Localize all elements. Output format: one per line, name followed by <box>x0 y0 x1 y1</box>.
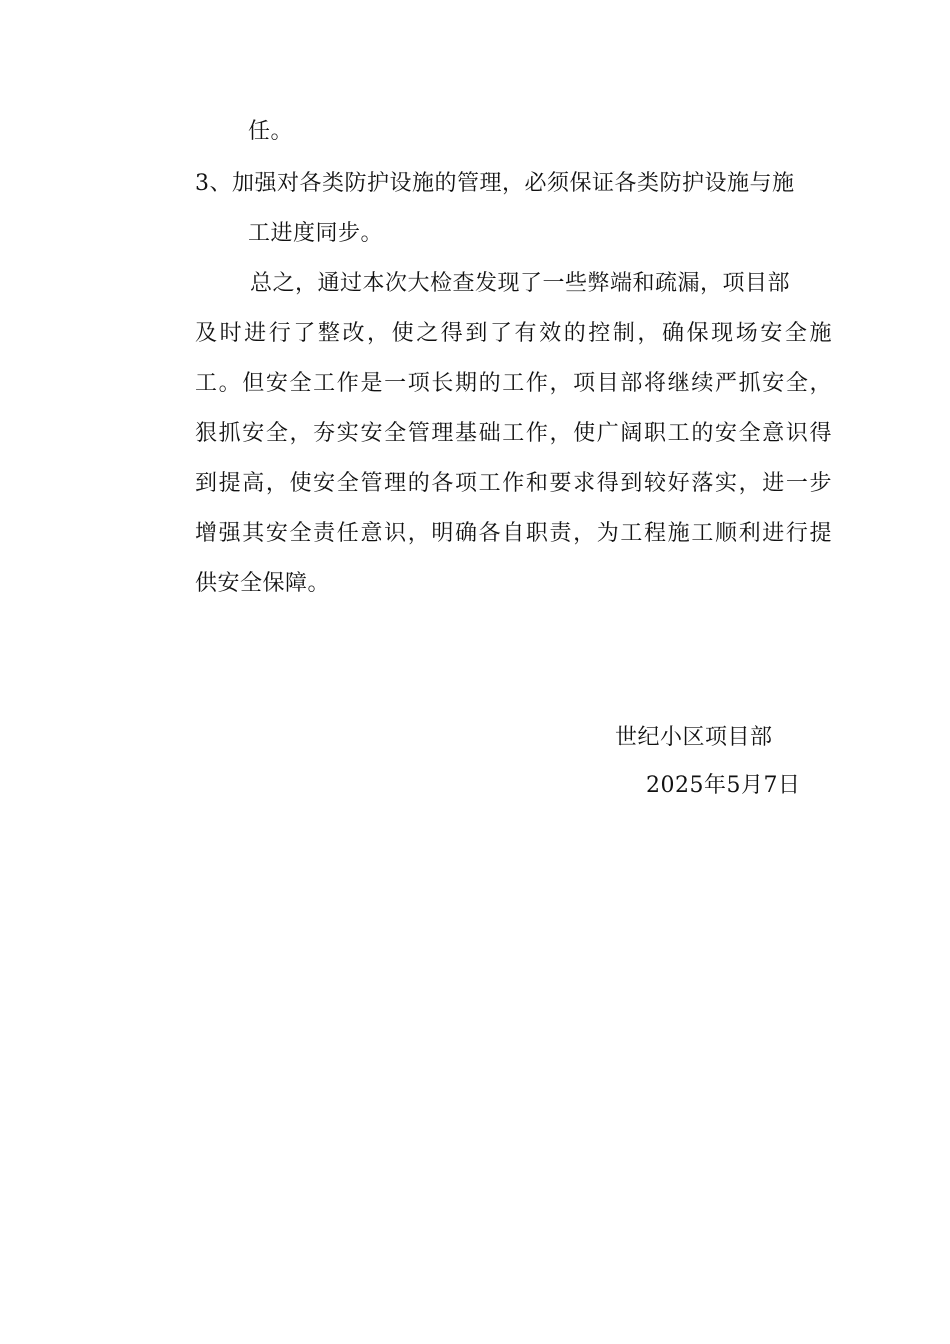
summary-paragraph-line: 供安全保障。 <box>195 571 331 596</box>
summary-paragraph-line: 到提高，使安全管理的各项工作和要求得到较好落实，进一步 <box>195 471 832 496</box>
list-item-3 <box>195 168 795 200</box>
signature-organization: 世纪小区项目部 <box>615 725 773 750</box>
continuation-line: 任。 <box>248 119 294 144</box>
signature-date: 2025年5月7日 <box>646 773 801 798</box>
list-item-3-line-1: 加强对各类防护设施的管理，必须保证各类防护设施与施 <box>232 171 795 196</box>
summary-paragraph-line: 增强其安全责任意识，明确各自职责，为工程施工顺利进行提 <box>195 521 832 546</box>
summary-paragraph-line: 工。但安全工作是一项长期的工作，项目部将继续严抓安全， <box>195 371 832 396</box>
summary-paragraph-line: 总之，通过本次大检查发现了一些弊端和疏漏，项目部 <box>250 271 791 296</box>
summary-paragraph-line: 狠抓安全，夯实安全管理基础工作，使广阔职工的安全意识得 <box>195 421 832 446</box>
list-item-number: 3、 <box>195 171 232 196</box>
list-item-3-line-2: 工进度同步。 <box>248 221 384 246</box>
summary-paragraph-line: 及时进行了整改，使之得到了有效的控制，确保现场安全施 <box>195 321 832 346</box>
